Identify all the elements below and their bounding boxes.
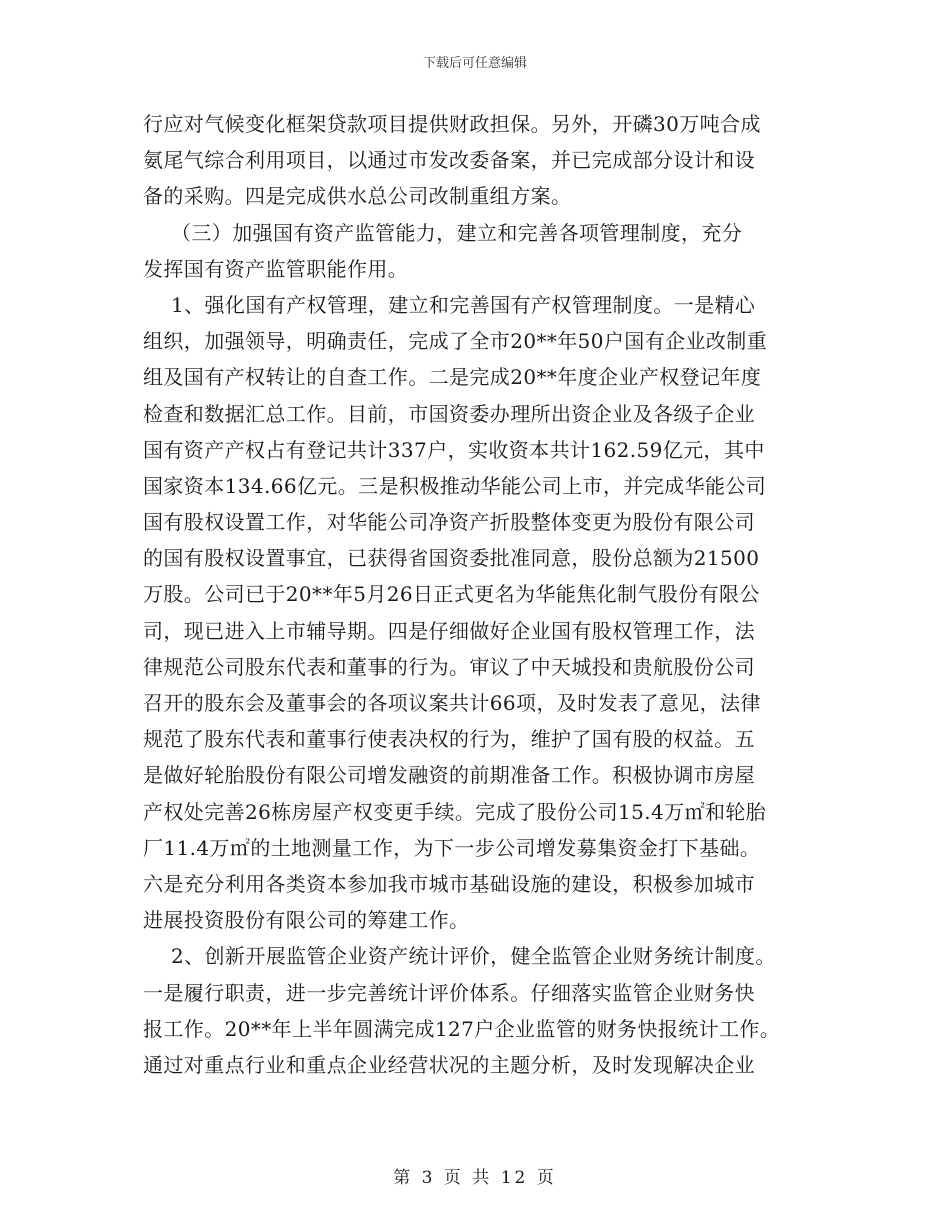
section-heading-line: 发挥国有资产监管职能作用。: [143, 256, 409, 281]
text-line: 国有资产产权占有登记共计337户，实收资本共计162.59亿元，其中: [143, 437, 765, 462]
text-line: 氨尾气综合利用项目，以通过市发改委备案，并已完成部分设计和设: [143, 148, 755, 173]
text-line: 厂11.4万㎡的土地测量工作，为下一步公司增发募集资金打下基础。: [143, 835, 761, 860]
text-line: 行应对气候变化框架贷款项目提供财政担保。另外，开磷30万吨合成: [143, 112, 761, 136]
text-line: 召开的股东会及董事会的各项议案共计66项，及时发表了意见，法律: [143, 691, 761, 715]
text-line: 检查和数据汇总工作。目前，市国资委办理所出资企业及各级子企业: [143, 401, 755, 426]
page-number-footer: 第 3 页 共 12 页: [393, 1168, 557, 1188]
text-line: 备的采购。四是完成供水总公司改制重组方案。: [143, 184, 572, 209]
paragraph-start-line: 1、强化国有产权管理，建立和完善国有产权管理制度。一是精心: [171, 292, 756, 317]
text-line: 国家资本134.66亿元。三是积极推动华能公司上市，并完成华能公司: [143, 473, 767, 498]
page-header-note: 下载后可任意编辑: [422, 56, 527, 71]
text-line: 是做好轮胎股份有限公司增发融资的前期准备工作。积极协调市房屋: [143, 763, 755, 788]
text-line: 六是充分利用各类资本参加我市城市基础设施的建设，积极参加城市: [143, 871, 755, 896]
text-line: 组及国有产权转让的自查工作。二是完成20**年度企业产权登记年度: [143, 365, 762, 390]
text-line: 组织，加强领导，明确责任，完成了全市20**年50户国有企业改制重: [143, 329, 768, 354]
text-line: 国有股权设置工作，对华能公司净资产折股整体变更为股份有限公司: [143, 510, 755, 535]
section-heading-line: （三）加强国有资产监管能力，建立和完善各项管理制度，充分: [171, 220, 743, 245]
text-line: 的国有股权设置事宜，已获得省国资委批准同意，股份总额为21500: [143, 546, 760, 571]
document-body: [143, 106, 843, 1083]
text-line: 通过对重点行业和重点企业经营状况的主题分析，及时发现解决企业: [143, 1052, 755, 1077]
text-line: 产权处完善26栋房屋产权变更手续。完成了股份公司15.4万㎡和轮胎: [143, 799, 767, 824]
text-line: 一是履行职责，进一步完善统计评价体系。仔细落实监管企业财务快: [143, 980, 755, 1005]
paragraph-start-line: 2、创新开展监管企业资产统计评价，健全监管企业财务统计制度。: [171, 944, 776, 969]
text-line: 进展投资股份有限公司的筹建工作。: [143, 908, 470, 933]
text-line: 报工作。20**年上半年圆满完成127户企业监管的财务快报统计工作。: [143, 1016, 781, 1041]
text-line: 律规范公司股东代表和董事的行为。审议了中天城投和贵航股份公司: [143, 654, 755, 679]
text-line: 规范了股东代表和董事行使表决权的行为，维护了国有股的权益。五: [143, 727, 755, 752]
text-line: 司，现已进入上市辅导期。四是仔细做好企业国有股权管理工作，法: [143, 618, 755, 643]
text-line: 万股。公司已于20**年5月26日正式更名为华能焦化制气股份有限公: [143, 582, 760, 607]
